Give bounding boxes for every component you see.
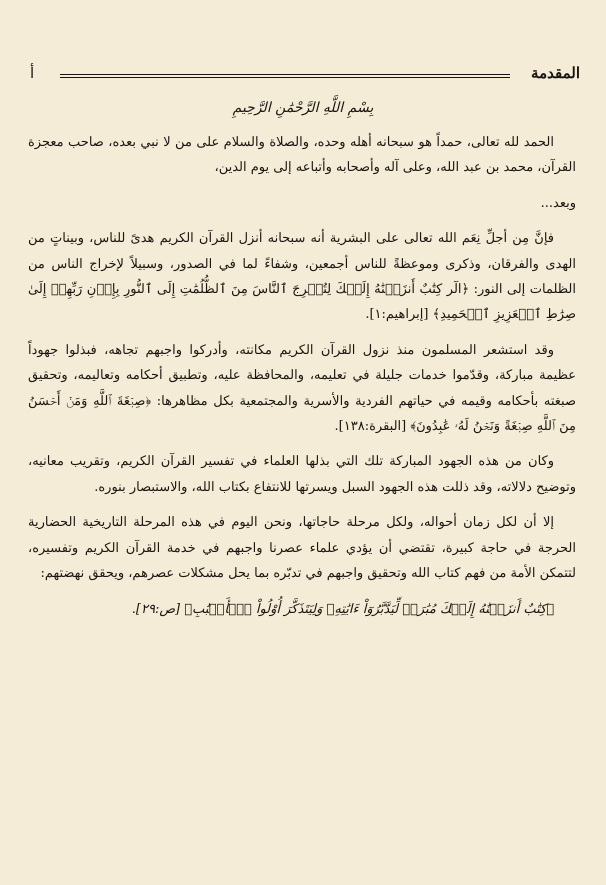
paragraph: إلا أن لكل زمان أحواله، ولكل مرحلة حاجاتها، ونحن اليوم في هذه المرحلة التاريخية الحضارية الحرجة في حاجة كبيرة، تقتضي أن يؤدي علماء عصرنا واجبهم في خدمة القرآن الكريم وتفسيره، لتتمكن الأمة من فهم كتاب الله وتحقيق واجبهم في تدبّره بما يحل مشكلات عصرهم، ويحقق نهضتهم:	[28, 515, 576, 582]
paragraph: وكان من هذه الجهود المباركة تلك التي بذلها العلماء في تفسير القرآن الكريم، وتقريب معانيه، وتوضيح دلالاته، وقد ذللت هذه الجهود السبل ويسرتها للانتفاع بكتاب الله، والاستبصار بنوره.	[28, 454, 576, 495]
header-title: المقدمة	[531, 64, 580, 82]
header-rule	[60, 74, 510, 78]
paragraph: فإنَّ مِن أجلِّ نِعَم الله تعالى على البشرية أنه سبحانه أنزل القرآن الكريم هدىً للناس، وبيناتٍ من الهدى والفرقان، وذكرى وموعظةً للناس أجمعين، وشفاءً لما في الصدور، وسبيلاً لإخراج الناس من الظلمات إلى النور: ﴿الٓر كِتَٰبٌ أَنزَلۡنَٰهُ إِلَيۡكَ لِتُخۡرِجَ ٱلنَّاسَ مِنَ ٱلظُّلُمَٰتِ إِلَى ٱلنُّورِ بِإِذۡنِ رَبِّهِمۡ إِلَىٰ صِرَٰطِ ٱلۡعَزِيزِ ٱلۡحَمِيدِ﴾ [إبراهيم:١].	[28, 231, 576, 323]
paragraph: الحمد لله تعالى، حمداً هو سبحانه أهله وحده، والصلاة والسلام على من لا نبي بعده، صاحب معجزة القرآن، محمد بن عبد الله، وعلى آله وأصحابه وأتباعه إلى يوم الدين،	[28, 135, 576, 176]
basmala: بِسْمِ اللَّهِ الرَّحْمَٰنِ الرَّحِيمِ	[232, 100, 374, 116]
quran-verse: ﴿كِتَٰبٌ أَنزَلۡنَٰهُ إِلَيۡكَ مُبَٰرَكٞ لِّيَدَّبَّرُوٓاْ ءَايَٰتِهِۦ وَلِيَتَذَكَّرَ أُوْلُواْ ٱلۡأَلۡبَٰبِ﴾ [ص:٢٩].	[131, 601, 554, 617]
running-header	[30, 64, 580, 90]
page-number: أ	[30, 64, 35, 82]
paragraph: وبعد...	[540, 195, 576, 211]
body-text	[28, 130, 576, 632]
paragraph: وقد استشعر المسلمون منذ نزول القرآن الكريم مكانته، وأدركوا واجبهم تجاهه، فبذلوا جهوداً عظيمة مباركة، وقدّموا خدمات جليلة في تعليمه، والمحافظة عليه، وتطبيق أحكامه وتعاليمه، وتحقيق صبغته بأحكامه وقيمه في حياتهم الفردية والأسرية والمجتمعية بكل مظاهرها: ﴿صِبۡغَةَ ٱللَّهِ وَمَنۡ أَحۡسَنُ مِنَ ٱللَّهِ صِبۡغَةً وَنَحۡنُ لَهُۥ عَٰبِدُونَ﴾ [البقرة:١٣٨].	[28, 342, 576, 435]
